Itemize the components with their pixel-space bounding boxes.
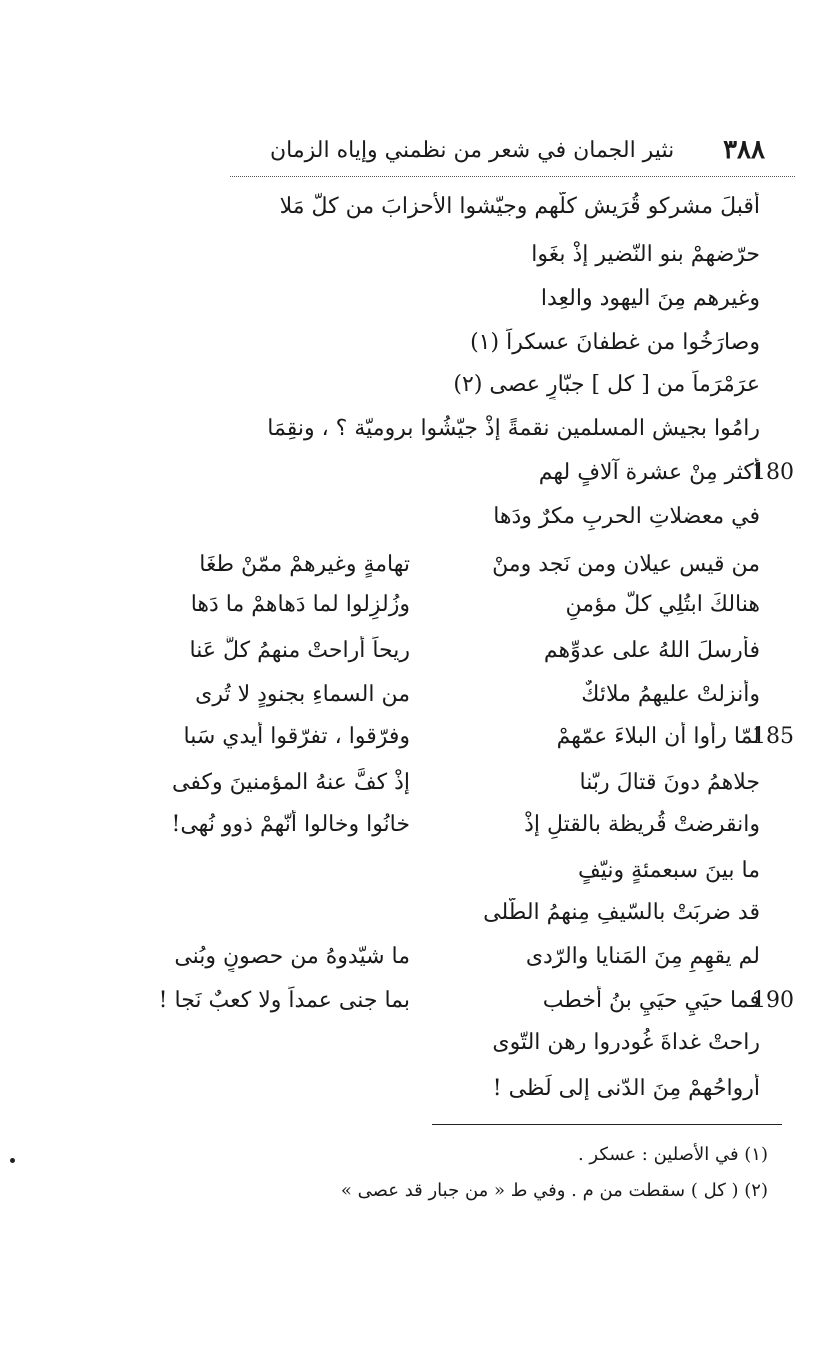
line-number: 185: [752, 724, 794, 749]
poem-line: في معضلاتِ الحربِ مكرٌ ودَها: [493, 504, 760, 529]
poem-line: أكثر مِنْ عشرة آلافٍ لهم: [538, 460, 760, 485]
page-number: ٣٨٨: [723, 135, 765, 165]
poem-line: ما بينَ سبعمئةٍ ونيّفٍ: [578, 858, 760, 883]
poem-line: أقبلَ مشركو قُرَيش كلّهم وجيّشوا الأحزابَ من كلّ مَلا: [279, 194, 760, 219]
verse-second-hemistich: بما جنى عمداً ولا كعبٌ نَجا !: [158, 988, 410, 1013]
verse-first-hemistich: جلاهمُ دونَ قتالَ ربّنا: [579, 770, 760, 795]
verse-second-hemistich: من السماءِ بجنودٍ لا تُرى: [195, 682, 410, 707]
verse-first-hemistich: لمّا رأوا أن البلاءَ عمّهمْ: [556, 724, 760, 749]
line-number: 190: [752, 988, 794, 1013]
line-number: 180: [752, 460, 794, 485]
footnote: (١) في الأصلين : عسكر .: [577, 1144, 768, 1165]
page-header: [270, 128, 765, 172]
poem-line: راحتْ غداةَ غُودروا رهن التّوى: [492, 1030, 760, 1055]
verse-second-hemistich: وزُلزِلوا لما دَهاهمْ ما دَها: [190, 592, 410, 617]
poem-line: قد ضربَتْ بالسّيفِ مِنهمُ الطُّلى: [483, 900, 760, 925]
verse-first-hemistich: وأنزلتْ عليهمُ ملائكٌ: [581, 682, 760, 707]
verse-second-hemistich: ما شيّدوهُ من حصونٍ وبُنى: [174, 944, 410, 969]
margin-mark: [10, 1158, 15, 1163]
poem-line: وغيرهم مِنَ اليهود والعِدا: [540, 286, 760, 311]
verse-first-hemistich: وانقرضتْ قُريظة بالقتلِ إذْ: [524, 812, 760, 837]
verse-second-hemistich: وفرّقوا ، تفرّقوا أيدي سَبا: [183, 724, 410, 749]
poem-line: حرّضهمْ بنو النّضير إذْ بغَوا: [531, 242, 760, 267]
poem-line: وصارَخُوا من غطفانَ عسكراً (١): [470, 330, 760, 355]
verse-first-hemistich: هنالكَ ابتُلِي كلّ مؤمنٍ: [565, 592, 760, 617]
verse-second-hemistich: خانُوا وخالوا أنّهمْ ذوو نُهى!: [171, 812, 410, 837]
poem-line: رامُوا بجيش المسلمين نقمةً إذْ جيّشُوا بروميّة ؟ ، ونقِمَا: [267, 416, 760, 441]
verse-first-hemistich: فأرسلَ اللهُ على عدوِّهم: [543, 638, 760, 663]
verse-second-hemistich: ريحاً أراحتْ منهمُ كلَّ عَنا: [189, 638, 410, 663]
poem-line: أرواحُهمْ مِنَ الدّنى إلى لَظى !: [492, 1076, 760, 1101]
verse-first-hemistich: فما حيَيِ حيَيِ بنُ أخطب: [542, 988, 760, 1013]
poem-line: عرَمْرَماً من [ كل ] جبّارٍ عصى (٢): [453, 372, 760, 397]
header-divider: [230, 176, 795, 177]
verse-first-hemistich: لم يقهِمِ مِنَ المَنايا والرّدى: [525, 944, 760, 969]
verse-second-hemistich: تهامةٍ وغيرهمْ ممّنْ طغَا: [199, 552, 410, 577]
verse-first-hemistich: من قيس عيلان ومن نَجد ومنْ: [492, 552, 760, 577]
verse-second-hemistich: إذْ كفَّ عنهُ المؤمنينَ وكفى: [172, 770, 410, 795]
footnote: (٢) ( كل ) سقطت من م . وفي ط « من جبار قد عصى »: [340, 1180, 768, 1201]
running-title: نثير الجمان في شعر من نظمني وإياه الزمان: [270, 137, 675, 163]
footnote-divider: [432, 1124, 782, 1125]
